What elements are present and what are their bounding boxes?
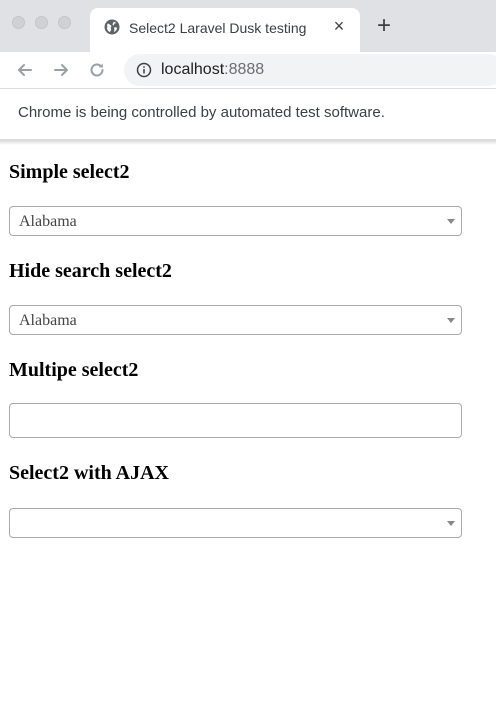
reload-icon[interactable] — [84, 57, 110, 83]
info-icon[interactable] — [136, 62, 152, 78]
url-text — [161, 60, 264, 80]
page-content — [0, 145, 496, 720]
address-bar[interactable] — [124, 54, 496, 86]
hide-search-select2[interactable] — [9, 305, 462, 335]
tab-title: Select2 Laravel Dusk testing — [129, 20, 307, 36]
dropdown-arrow-icon — [447, 219, 455, 224]
ajax-select2[interactable] — [9, 508, 462, 538]
multiple-select2[interactable] — [9, 403, 462, 438]
tab-strip — [0, 0, 496, 52]
window-minimize-light[interactable] — [35, 16, 48, 29]
window-close-light[interactable] — [12, 16, 25, 29]
automation-infobar — [0, 89, 496, 140]
ajax-select2-heading: Select2 with AJAX — [9, 462, 169, 484]
simple-select2[interactable] — [9, 206, 462, 236]
back-arrow-icon[interactable] — [12, 57, 38, 83]
forward-arrow-icon[interactable] — [48, 57, 74, 83]
url-port: :8888 — [224, 61, 265, 78]
url-host: localhost — [161, 61, 225, 78]
dropdown-arrow-icon — [447, 318, 455, 323]
globe-icon — [104, 19, 120, 35]
simple-select2-value: Alabama — [19, 213, 77, 230]
tab-active[interactable] — [90, 8, 360, 52]
window-zoom-light[interactable] — [58, 16, 71, 29]
simple-select2-heading: Simple select2 — [9, 161, 130, 183]
new-tab-icon[interactable]: + — [376, 12, 391, 39]
hide-search-select2-heading: Hide search select2 — [9, 260, 172, 282]
close-tab-icon[interactable]: × — [333, 16, 345, 36]
dropdown-arrow-icon — [447, 521, 455, 526]
multiple-select2-heading: Multipe select2 — [9, 359, 139, 381]
infobar-message: Chrome is being controlled by automated test software. — [18, 104, 385, 121]
browser-toolbar — [0, 52, 496, 89]
hide-search-select2-value: Alabama — [19, 312, 77, 329]
